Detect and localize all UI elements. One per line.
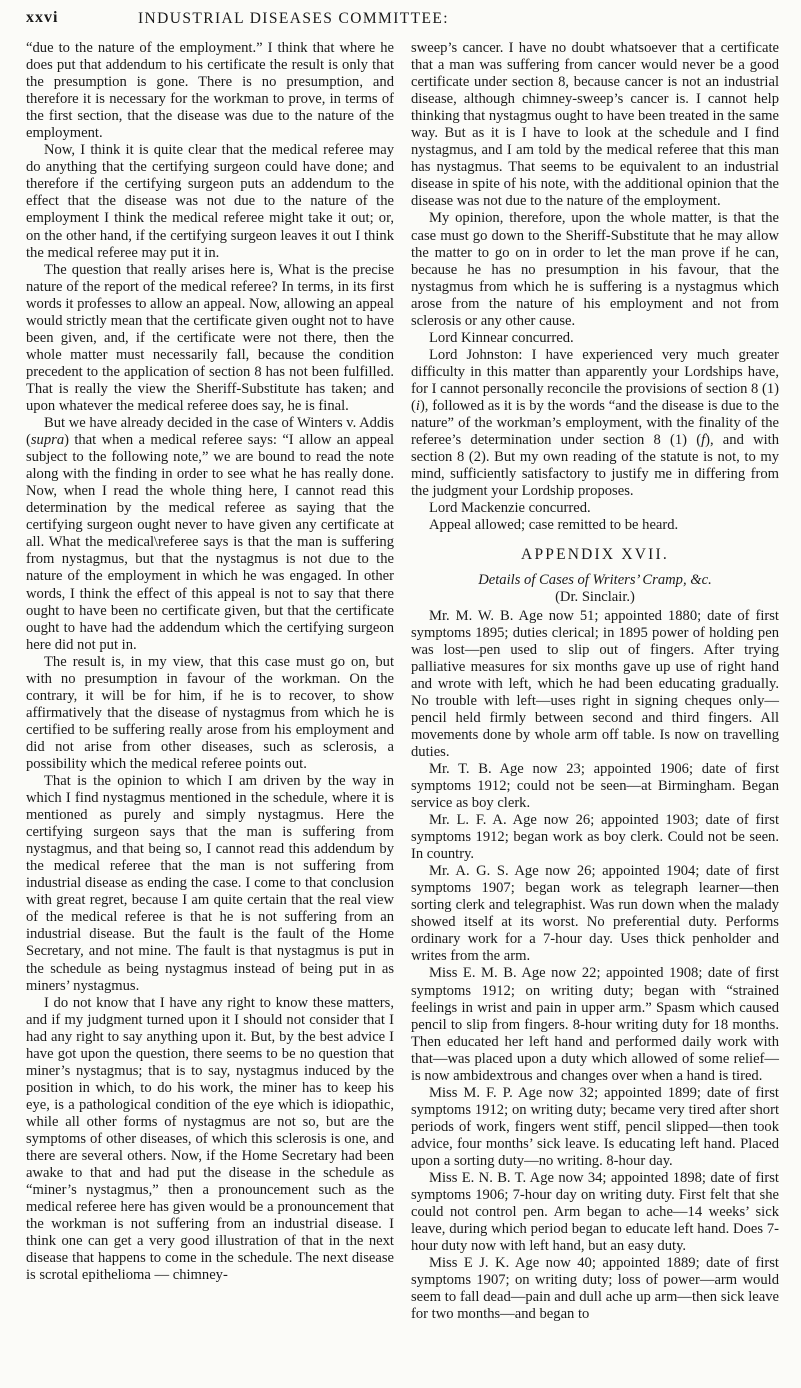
paragraph: Lord Mackenzie concurred. — [429, 500, 591, 517]
right-column — [411, 40, 779, 1323]
paragraph: sweep’s cancer. I have no doubt whatsoever that a certificate that a man was suffering from cancer would never be a good certificate under section 8, because cancer is not an industrial disease, although chimney-sweep’s cancer is. I cannot help thinking that nystagmus ought to have been treated in the same way. But as it is I have to look at the schedule and I find nystagmus, and I am told by the medical referee that this man has nystagmus. That seems to be equivalent to an industrial disease in spite of his note, with the additional opinion that the disease was not due to the nature of the employment. — [411, 40, 780, 210]
running-header — [26, 9, 779, 31]
text-run: But we have already decided in the case of Winters v. Addis ( — [26, 415, 394, 449]
text-run: Lord Johnston: I have experienced very much greater difficulty in this matter than apparently your Lordships have, for I cannot personally reconcile the provisions of section 8 (1) ( — [411, 346, 779, 414]
left-column — [26, 40, 394, 1284]
appendix-author: (Dr. Sinclair.) — [555, 589, 635, 606]
paragraph — [411, 347, 779, 500]
case-entry: Mr. T. B. Age now 23; appointed 1906; date of first symptoms 1912; could not be seen—at Birmingham. Began service as boy clerk. — [411, 760, 779, 812]
paragraph: The result is, in my view, that this case must go on, but with no presumption in favour of the workman. On the contrary, it will be for him, if he is to recover, to show affirmatively that the disease of nystagmus from which he is certified to be suffering really arose from his employment and did not arise from other diseases, such as sclerosis, a possibility which the medical referee points out. — [26, 653, 394, 772]
case-entry: Miss E. N. B. T. Age now 34; appointed 1898; date of first symptoms 1906; 7-hour day on writing duty. First felt that she could not control pen. Arm began to ache—14 weeks’ sick leave, during which period began to educate left hand. Does 7-hour duty now with left hand, but an easy duty. — [411, 1170, 779, 1255]
paragraph: My opinion, therefore, upon the whole matter, is that the case must go down to the Sheriff-Substitute that he may allow the matter to go on in order to let the man prove if he can, because he has no presumption in his favour, that the nystagmus from which he is suffering is a nystagmus which arose from the nature of his employment and not from sclerosis or any other cause. — [411, 210, 779, 329]
paragraph: The question that really arises here is, What is the precise nature of the report of the medical referee? In terms, in its first words it professes to allow an appeal. Now, allowing an appeal would strictly mean that the certificate given ought not to have been given, and, if the certificate were not there, then the whole matter must necessarily fall, because the condition precedent to the application of section 8 has not been fulfilled. That is really the view the Sheriff-Substitute has taken; and upon whatever the medical referee does say, he is final. — [26, 261, 394, 414]
appendix-title: APPENDIX XVII. — [521, 546, 669, 564]
case-entry: Mr. A. G. S. Age now 26; appointed 1904; date of first symptoms 1907; began work as telegraph learner—then sorting clerk and telegraphist. Was run down when the malady showed itself at its worst. No preferential duty. Performs ordinary work for a 7-hour day. Uses thick penholder and writes from the arm. — [411, 863, 779, 965]
running-title: INDUSTRIAL DISEASES COMMITTEE: — [138, 10, 449, 27]
italic-text: i — [415, 397, 420, 414]
case-entry: Mr. L. F. A. Age now 26; appointed 1903; date of first symptoms 1912; began work as boy clerk. Could not be seen. In country. — [411, 812, 779, 863]
italic-text: supra — [30, 432, 65, 449]
paragraph: “due to the nature of the employment.” I think that where he does put that addendum to his certificate the result is only that the presumption is gone. There is no presumption, and therefore it is necessary for the workman to prove, in terms of the first section, that the disease was due to the nature of the employment. — [26, 40, 394, 142]
page-number: xxvi — [26, 9, 59, 26]
appendix-subtitle: Details of Cases of Writers’ Cramp, &c. — [478, 572, 712, 589]
case-entry: Miss E J. K. Age now 40; appointed 1889; date of first symptoms 1907; on writing duty; loss of power—arm would seem to fall dead—pain and dull ache up arm—then sick leave for two months—and began to — [411, 1255, 779, 1323]
paragraph — [26, 415, 394, 654]
paragraph: I do not know that I have any right to know these matters, and if my judgment turned upon it I should not consider that I had any right to say anything upon it. But, by the best advice I have got upon the question, there seems to be no question that miner’s nystagmus; that is to say, nystagmus induced by the position in which, to do his work, the miner has to keep his eye, is a pathological condition of the eye which is idiopathic, while all other forms of nystagmus are not so, but are the symptoms of other diseases, of which this sclerosis is one, and there are several others. Now, if the Home Secretary had been awake to that and had put the disease in the schedule as “miner’s nystagmus,” then a pronouncement such as the medical referee here has given would be a pronouncement that the workman is not suffering from an industrial disease. I think one can get a very good illustration of that in the next disease that happens to come in the schedule. The next disease is scrotal epithelioma — chimney- — [26, 994, 394, 1284]
paragraph: Lord Kinnear concurred. — [429, 329, 574, 346]
case-entry: Mr. M. W. B. Age now 51; appointed 1880; date of first symptoms 1895; duties clerical; in 1895 power of holding pen was lost—pen used to slip out of fingers. After trying palliative measures for six months gave up use of right hand and wrote with left, which he had been educating gradually. No trouble with left—uses right in signing cheques only—pencil held firmly between second and third fingers. All movements done by whole arm off table. Is now on travelling duties. — [411, 607, 779, 760]
paragraph: Appeal allowed; case remitted to be heard. — [429, 517, 679, 534]
case-entry: Miss E. M. B. Age now 22; appointed 1908; date of first symptoms 1912; on writing duty; began with “strained feelings in wrist and pain in upper arm.” Spasm which caused pencil to slip from fingers. 8-hour writing duty for 18 months. Then educated her left hand and performed daily work with that—was placed upon a duty which allowed of some relief—is now ambidextrous and changes over when a hand is tired. — [411, 965, 779, 1084]
text-run: ) that when a medical referee says: “I allow an appeal subject to the following note,” we are bound to read the note along with the finding in order to see what he has really done. Now, when I read the whole thing here, I cannot read this determination by the medical referee as saying that the certifying surgeon ought never to have given any certificate at all. What the medical\referee says is that the man is suffering from nystagmus, but that the nystagmus is not due to the nature of the employment in which he was engaged. In other words, I think the effect of this appeal is not to say that there ought to have been no certificate given, but that the certificate ought to have had the addendum which the certifying surgeon here did not put in. — [26, 432, 394, 653]
text-run: ), followed as it is by the words “and the disease is due to the nature” of the workman’s employment, with the finality of the referee’s determination under section 8 (1) ( — [411, 397, 779, 449]
paragraph: Now, I think it is quite clear that the medical referee may do anything that the certifying surgeon could have done; and therefore if the certifying surgeon puts an addendum to the effect that the disease was not due to the nature of the employment I think the medical referee might take it out; or, on the other hand, if the certifying surgeon leaves it out I think the medical referee may put it in. — [26, 142, 394, 261]
case-entry: Miss M. F. P. Age now 32; appointed 1899; date of first symptoms 1912; on writing duty; became very tired after short periods of work, fingers went stiff, pencil slipped—then took advice, four months’ sick leave. Is educating left hand. Placed upon a sorting duty—no writing. 8-hour day. — [411, 1084, 779, 1169]
paragraph: That is the opinion to which I am driven by the way in which I find nystagmus mentioned in the schedule, where it is mentioned as purely and simply nystagmus. Here the certifying surgeon says that the man is suffering from nystagmus, and that being so, I cannot read this addendum by the medical referee that the man is not suffering from industrial disease as ending the case. I come to that conclusion with great regret, because I am quite certain that the real view of the medical referee is that he is not suffering from an industrial disease. But the fault is the fault of the Home Secretary, and not mine. The fault is that nystagmus is put in the schedule as being nystagmus instead of being put in as miners’ nystagmus. — [26, 773, 394, 994]
italic-text: f — [701, 432, 706, 449]
text-run: ), and with section 8 (2). But my own reading of the statute is not, to my mind, sufficiently satisfactory to justify me in differing from the judgment your Lordship proposes. — [411, 432, 779, 500]
